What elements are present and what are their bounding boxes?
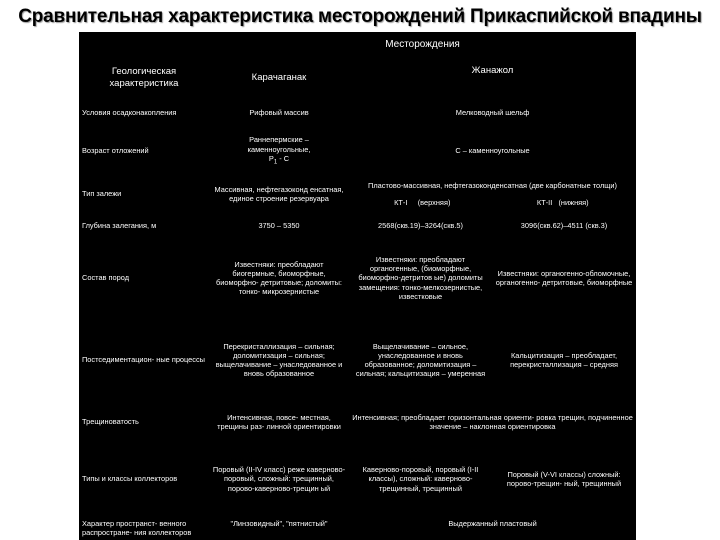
zhanazhol-deposit-main: Пластово-массивная, нефтегазоконденсатная (две карбонатные толщи) [368, 180, 617, 190]
comparison-table [79, 32, 636, 540]
kt1-depth: 2568(скв.19)–3264(скв.5) [378, 221, 463, 231]
row-postsed [79, 319, 636, 401]
kt2-rock: Известняки: органогенно-обломочные, органогенно- детритовые, биоморфные [495, 268, 633, 287]
kt2-postsed: Кальцитизация – преобладает, перекристаллизация – средняя [510, 350, 618, 369]
label-conditions: Условия осадконакопления [82, 108, 177, 118]
label-spatial: Характер пространст- венного распростране- ния коллекторов [82, 519, 192, 538]
page-title: Сравнительная характеристика месторождений Прикаспийской впадины [18, 6, 702, 27]
karachaganak-age-subscript: 1 [273, 159, 278, 166]
kt1-rock: Известняки: преобладают органогенные, (биоморфные, биоморфно-детритов ые) доломиты замещения: тонко-мелкозернистые, известковые [358, 254, 483, 301]
header-geo-char: Геологическая характеристика [109, 66, 179, 89]
kt1-postsed: Выщелачивание – сильное, унаследованное и вновь образованное; доломитизация – сильная; кальцитизация – умеренная [355, 341, 486, 379]
kt2-depth: 3096(скв.62)–4511 (скв.3) [520, 221, 608, 231]
zhanazhol-fracture: Интенсивная; преобладает горизонтальная ориенти- ровка трещин, подчиненное значение – наклонная ориентировка [352, 412, 633, 431]
header-row-fields [79, 32, 636, 59]
label-age: Возраст отложений [82, 146, 149, 156]
zhanazhol-age: С – каменноугольные [455, 146, 530, 156]
karachaganak-fracture: Интенсивная, повсе- местная, трещины раз- линной ориентировки [217, 412, 341, 431]
karachaganak-deposit-type: Массивная, нефтегазоконд енсатная, единое строение резервуара [214, 184, 344, 203]
kt1-collectors: Каверново-поровый, поровый (I-II классы), сложный: каверново- трещинный, трещинный [362, 465, 479, 493]
karachaganak-conditions: Рифовый массив [249, 108, 309, 118]
karachaganak-age-line1: Раннепермские – [249, 135, 309, 145]
karachaganak-collectors: Поровый (II-IV класс) реже каверново- поровый, сложный: трещинный, порово-каверново-трещин ый [212, 465, 346, 493]
zhanazhol-deposit-type [349, 173, 636, 215]
karachaganak-depth: 3750 – 5350 [258, 221, 300, 231]
row-collectors [79, 443, 636, 515]
comparison-table-panel [79, 32, 636, 540]
label-fracture: Трещиноватость [82, 417, 139, 427]
karachaganak-age-carbon: - C [277, 153, 290, 163]
label-collectors: Типы и классы коллекторов [82, 474, 178, 484]
zhanazhol-kt2: КТ-II [536, 198, 553, 207]
karachaganak-spatial: "Линзовидный", "пятнистый" [230, 519, 328, 528]
karachaganak-age-symbol: P [268, 153, 274, 163]
karachaganak-age-line2: каменноугольные, [247, 144, 311, 154]
zhanazhol-kt1: КТ-I [394, 198, 408, 207]
kt2-collectors: Поровый (V-VI классы) сложный: порово-трещин- ный, трещинный [506, 469, 622, 488]
zhanazhol-deposit-subcols [352, 198, 633, 207]
karachaganak-rock: Известняки: преобладают биогермные, биоморфные, биоморфно- детритовые; доломиты: тонко- микрозернистые [216, 259, 342, 297]
karachaganak-postsed: Перекристаллизация – сильная; доломитизация – сильная; выщелачивание – унаследованное и вновь образованное [215, 341, 343, 379]
zhanazhol-spatial: Выдержанный пластовый [448, 519, 537, 528]
row-fracture [79, 401, 636, 443]
row-age [79, 129, 636, 173]
row-deposit-type [79, 173, 636, 215]
zhanazhol-kt1-note: (верхняя) [417, 198, 451, 207]
zhanazhol-kt1-cell [352, 198, 493, 207]
header-zhanazhol: Жанажол [471, 65, 514, 76]
karachaganak-age [209, 129, 349, 173]
label-deposit-type: Тип залежи [82, 189, 122, 199]
zhanazhol-kt2-note: (нижняя) [558, 198, 589, 207]
row-conditions [79, 97, 636, 129]
label-postsed: Постседиментацион- ные процессы [82, 355, 205, 365]
label-rock: Состав пород [82, 273, 130, 283]
header-row-columns [79, 59, 636, 97]
label-depth: Глубина залегания, м [82, 221, 157, 231]
row-depth [79, 215, 636, 237]
zhanazhol-conditions: Мелководный шельф [455, 108, 530, 118]
header-karachaganak: Карачаганак [251, 72, 307, 84]
row-rock [79, 237, 636, 319]
header-fields: Месторождения [385, 39, 460, 51]
row-spatial [79, 515, 636, 540]
zhanazhol-kt2-cell [493, 198, 634, 207]
